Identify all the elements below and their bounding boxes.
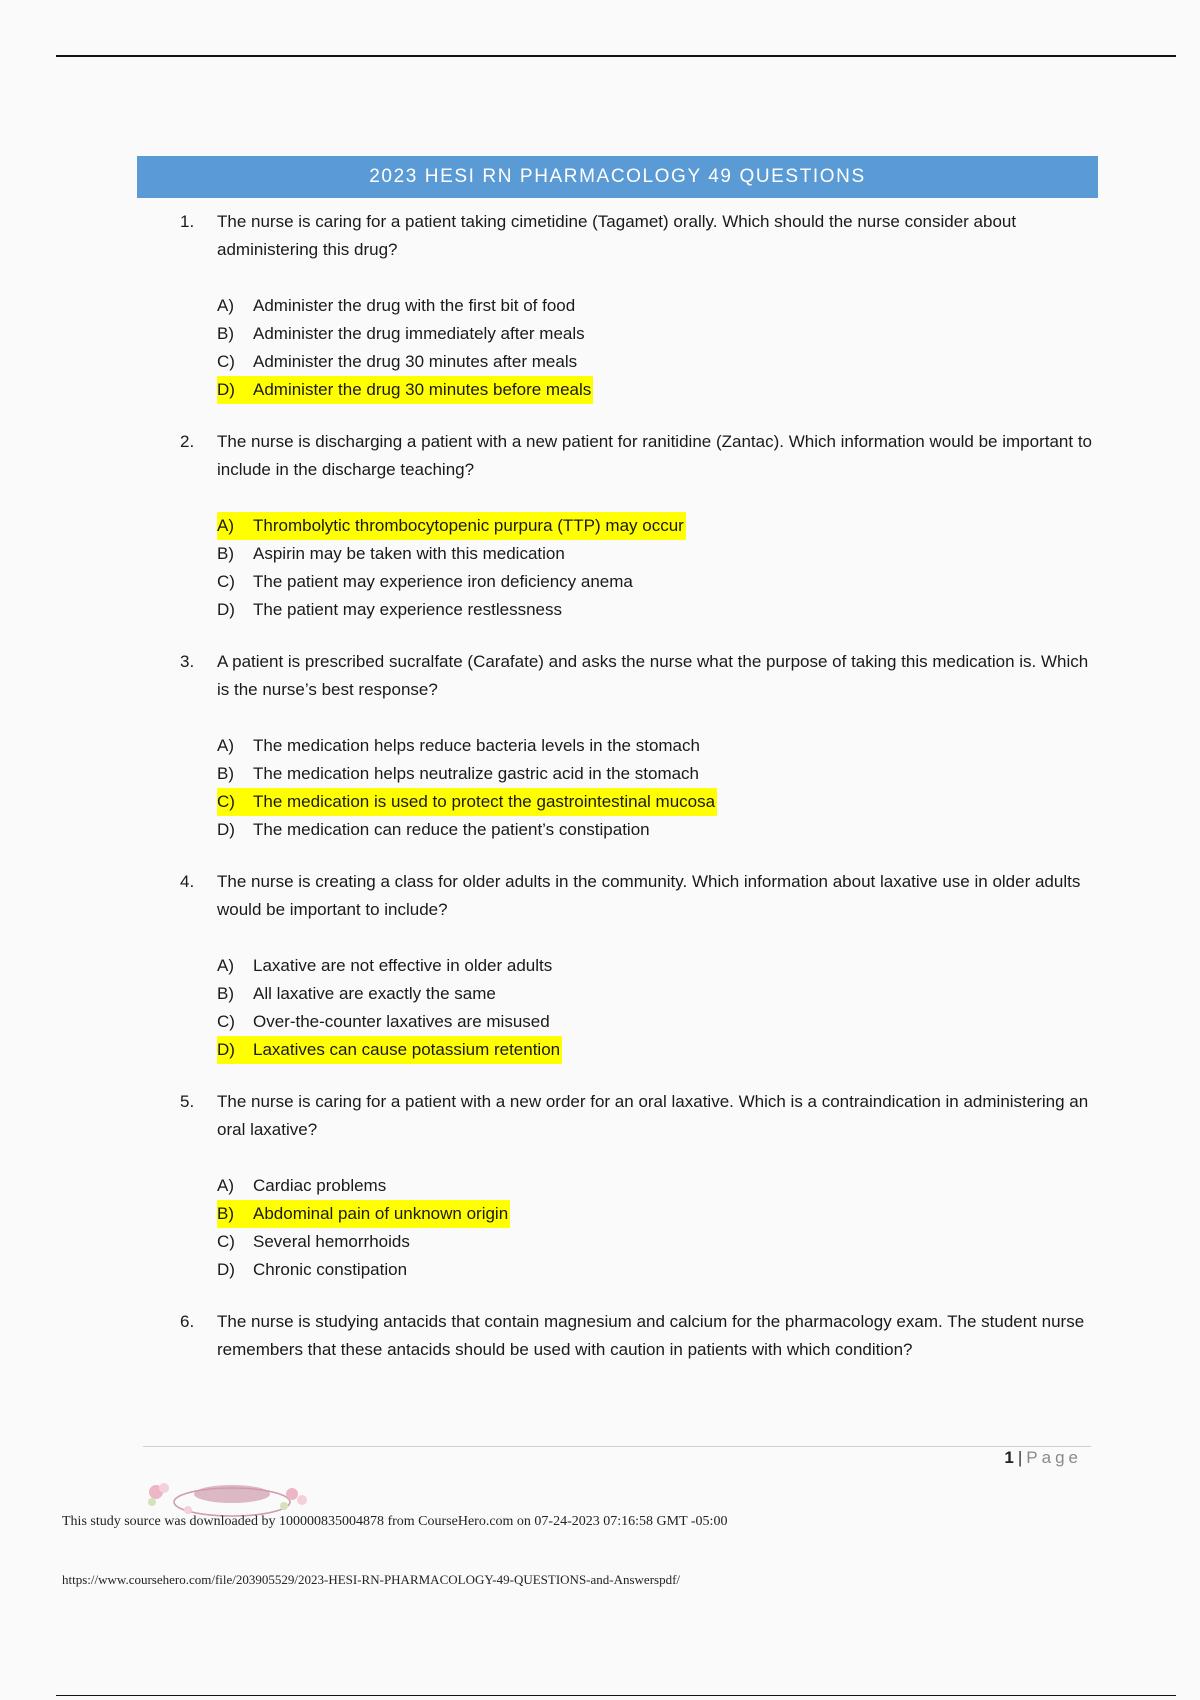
answer-body xyxy=(217,816,652,844)
question-text: The nurse is caring for a patient with a new order for an oral laxative. Which is a contraindication in administering an oral laxative? xyxy=(217,1092,1089,1139)
option-text: Aspirin may be taken with this medication xyxy=(253,544,565,563)
answer-body xyxy=(217,568,635,596)
option-letter: C) xyxy=(217,1012,235,1031)
option-text: Thrombolytic thrombocytopenic purpura (TTP) may occur xyxy=(253,516,684,535)
answer-option-correct xyxy=(217,1036,1100,1064)
answer-option xyxy=(217,816,1100,844)
answer-option-correct xyxy=(217,788,1100,816)
answer-options xyxy=(217,512,1100,624)
option-letter: B) xyxy=(217,984,234,1003)
answer-body xyxy=(217,732,702,760)
question-text: A patient is prescribed sucralfate (Carafate) and asks the nurse what the purpose of taking this medication is. Which is the nurse’s best response? xyxy=(217,652,1089,699)
option-letter: D) xyxy=(217,380,235,399)
page-label: Page xyxy=(1026,1448,1082,1467)
option-letter: B) xyxy=(217,1204,234,1223)
option-letter: C) xyxy=(217,792,235,811)
option-letter: B) xyxy=(217,544,234,563)
page-number xyxy=(1004,1448,1082,1468)
option-letter: B) xyxy=(217,764,234,783)
question-stem xyxy=(180,428,1100,484)
page-number-value: 1 xyxy=(1004,1448,1014,1467)
option-text: The patient may experience restlessness xyxy=(253,600,562,619)
option-text: The patient may experience iron deficiency anema xyxy=(253,572,633,591)
question-text: The nurse is caring for a patient taking cimetidine (Tagamet) orally. Which should the nurse consider about administering this drug? xyxy=(217,212,1017,259)
answer-option xyxy=(217,1172,1100,1200)
top-rule xyxy=(56,55,1176,57)
answer-options xyxy=(217,292,1100,404)
option-letter: A) xyxy=(217,956,234,975)
question-2 xyxy=(180,428,1100,624)
answer-option xyxy=(217,348,1100,376)
option-letter: C) xyxy=(217,1232,235,1251)
answer-option xyxy=(217,760,1100,788)
answer-option xyxy=(217,292,1100,320)
option-text: Several hemorrhoids xyxy=(253,1232,410,1251)
option-text: Laxatives can cause potassium retention xyxy=(253,1040,561,1059)
option-text: The medication helps reduce bacteria levels in the stomach xyxy=(253,736,700,755)
answer-option-correct xyxy=(217,376,1100,404)
option-letter: B) xyxy=(217,324,234,343)
footer-rule xyxy=(143,1446,1091,1447)
document-title: 2023 HESI RN PHARMACOLOGY 49 QUESTIONS xyxy=(137,156,1098,198)
option-letter: C) xyxy=(217,352,235,371)
option-letter: A) xyxy=(217,516,234,535)
option-text: All laxative are exactly the same xyxy=(253,984,496,1003)
option-letter: C) xyxy=(217,572,235,591)
question-stem xyxy=(180,648,1100,704)
answer-option xyxy=(217,1008,1100,1036)
answer-options xyxy=(217,1172,1100,1284)
answer-body xyxy=(217,348,579,376)
option-text: Administer the drug 30 minutes before meals xyxy=(253,380,592,399)
answer-body xyxy=(217,1172,388,1200)
highlighted-answer xyxy=(217,1036,562,1064)
option-text: Abdominal pain of unknown origin xyxy=(253,1204,509,1223)
answer-options xyxy=(217,952,1100,1064)
question-stem xyxy=(180,1308,1100,1364)
source-url-link[interactable]: https://www.coursehero.com/file/203905529/2023-HESI-RN-PHARMACOLOGY-49-QUESTIONS-and-Answerspdf/ xyxy=(62,1572,681,1587)
answer-option xyxy=(217,1256,1100,1284)
question-number: 6. xyxy=(180,1312,195,1331)
option-letter: A) xyxy=(217,296,234,315)
question-stem xyxy=(180,1088,1100,1144)
option-text: The medication helps neutralize gastric acid in the stomach xyxy=(253,764,700,783)
answer-body xyxy=(217,540,567,568)
question-number: 3. xyxy=(180,652,195,671)
option-letter: D) xyxy=(217,1040,235,1059)
question-stem xyxy=(180,208,1100,264)
option-text: Administer the drug with the first bit of food xyxy=(253,296,576,315)
question-4 xyxy=(180,868,1100,1064)
option-letter: A) xyxy=(217,1176,234,1195)
answer-options xyxy=(217,732,1100,844)
question-text: The nurse is discharging a patient with a new patient for ranitidine (Zantac). Which information would be important to include in the discharge teaching? xyxy=(217,432,1093,479)
answer-option xyxy=(217,540,1100,568)
answer-body xyxy=(217,760,701,788)
option-text: Laxative are not effective in older adults xyxy=(253,956,553,975)
highlighted-answer xyxy=(217,512,686,540)
answer-option xyxy=(217,980,1100,1008)
question-3 xyxy=(180,648,1100,844)
question-number: 2. xyxy=(180,432,195,451)
question-5 xyxy=(180,1088,1100,1284)
option-letter: D) xyxy=(217,1260,235,1279)
answer-body xyxy=(217,1256,409,1284)
answer-body xyxy=(217,292,577,320)
answer-option xyxy=(217,596,1100,624)
answer-option xyxy=(217,952,1100,980)
option-text: Cardiac problems xyxy=(253,1176,387,1195)
question-number: 1. xyxy=(180,212,195,231)
option-letter: D) xyxy=(217,820,235,839)
answer-option xyxy=(217,732,1100,760)
question-number: 5. xyxy=(180,1092,195,1111)
answer-option-correct xyxy=(217,512,1100,540)
question-1 xyxy=(180,208,1100,404)
answer-option xyxy=(217,1228,1100,1256)
option-letter: D) xyxy=(217,600,235,619)
answer-body xyxy=(217,596,564,624)
highlighted-answer xyxy=(217,788,717,816)
option-text: Administer the drug 30 minutes after meals xyxy=(253,352,578,371)
bottom-rule xyxy=(56,1695,1176,1696)
highlighted-answer xyxy=(217,376,593,404)
answer-body xyxy=(217,320,587,348)
question-stem xyxy=(180,868,1100,924)
download-source-note: This study source was downloaded by 100000835004878 from CourseHero.com on 07-24-2023 07:16:58 GMT -05:00 xyxy=(62,1514,728,1529)
answer-body xyxy=(217,1228,412,1256)
answer-body xyxy=(217,1008,552,1036)
option-text: The medication can reduce the patient’s constipation xyxy=(253,820,650,839)
option-text: The medication is used to protect the gastrointestinal mucosa xyxy=(253,792,716,811)
question-6 xyxy=(180,1308,1100,1364)
question-text: The nurse is studying antacids that contain magnesium and calcium for the pharmacology exam. The student nurse remembers that these antacids should be used with caution in patients with which condition? xyxy=(217,1312,1085,1359)
option-text: Chronic constipation xyxy=(253,1260,408,1279)
question-list xyxy=(180,208,1100,1388)
answer-body xyxy=(217,952,554,980)
option-letter: A) xyxy=(217,736,234,755)
question-number: 4. xyxy=(180,872,195,891)
option-text: Over-the-counter laxatives are misused xyxy=(253,1012,550,1031)
answer-option xyxy=(217,320,1100,348)
answer-body xyxy=(217,980,498,1008)
answer-option xyxy=(217,568,1100,596)
option-text: Administer the drug immediately after meals xyxy=(253,324,585,343)
answer-option-correct xyxy=(217,1200,1100,1228)
question-text: The nurse is creating a class for older adults in the community. Which information about laxative use in older adults would be important to include? xyxy=(217,872,1081,919)
highlighted-answer xyxy=(217,1200,510,1228)
page-separator: | xyxy=(1017,1448,1023,1467)
